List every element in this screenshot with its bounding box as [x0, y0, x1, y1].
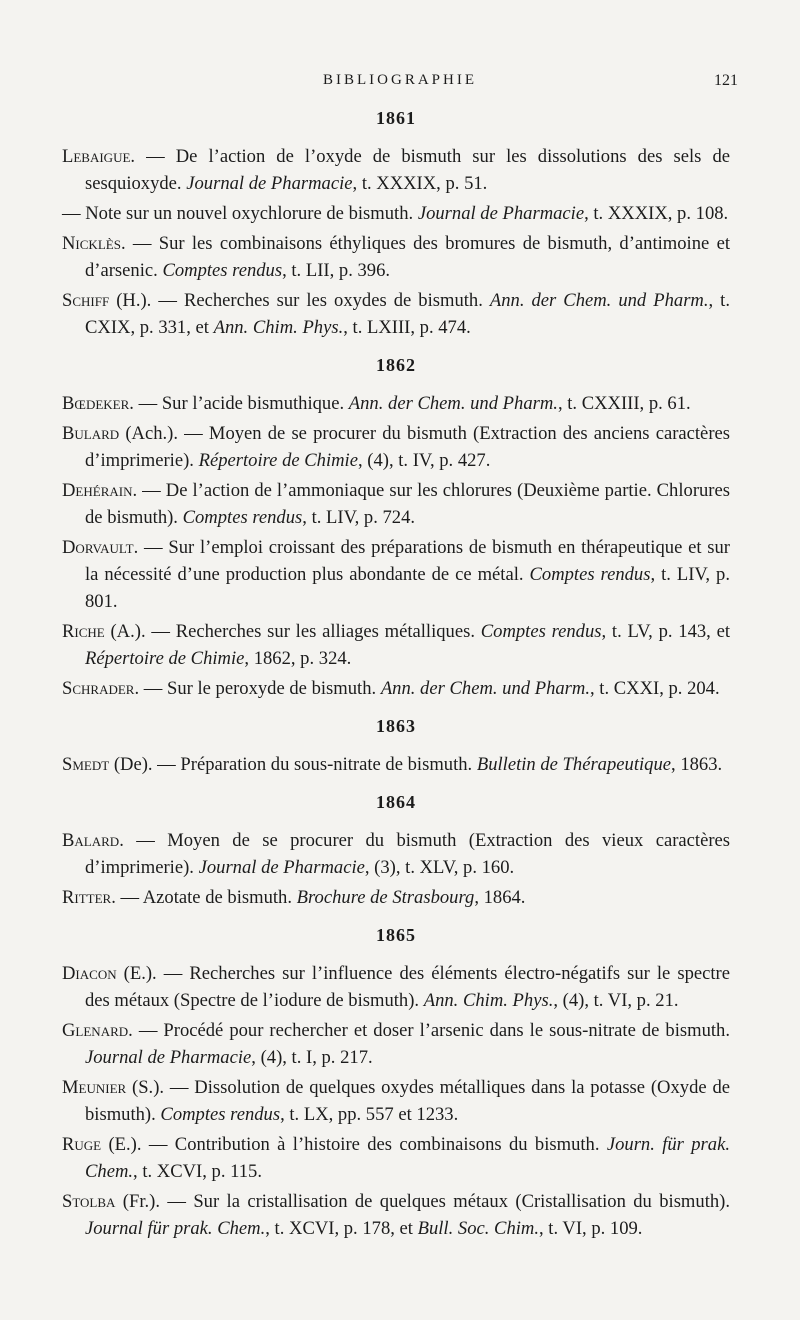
entry-source-title: Ann. der Chem. und Pharm.: [348, 393, 558, 414]
bibliography-entry: [62, 1074, 730, 1128]
entry-text: , (3), t. XLV, p. 160.: [364, 857, 515, 878]
entry-author: Diacon: [62, 963, 117, 984]
year-section: [62, 925, 730, 1242]
entry-source-title: Répertoire de Chimie: [85, 648, 245, 669]
year-heading: 1863: [376, 716, 416, 736]
entry-author: Lebaigue: [62, 146, 131, 167]
bibliography-entry: [62, 230, 730, 284]
bibliography-entry: [62, 827, 730, 881]
entry-source-title: Ann. Chim. Phys.: [423, 990, 554, 1011]
bibliography-entry: [62, 675, 730, 702]
bibliography-entry: [62, 477, 730, 531]
entry-author: Dorvault: [62, 537, 134, 558]
entry-source-title: Ann. der Chem. und Pharm.: [489, 290, 709, 311]
entry-text: , t. VI, p. 109.: [538, 1218, 643, 1239]
entry-source-title: Bulletin de Thérapeutique: [476, 754, 672, 775]
entry-text: , t. XXXIX, p. 108.: [584, 203, 729, 224]
entry-source-title: Comptes rendus: [480, 621, 602, 642]
entry-author: Meunier: [62, 1077, 127, 1098]
entry-text: (A.). — Recherches sur les alliages métalliques.: [104, 621, 481, 642]
entry-text: (E.). — Contribution à l’histoire des combinaisons du bismuth.: [101, 1134, 607, 1155]
entry-text: , t. XCVI, p. 115.: [133, 1161, 262, 1182]
entry-text: , t. XXXIX, p. 51.: [352, 173, 488, 194]
entry-author: Bœdeker: [62, 393, 130, 414]
entry-text: (Fr.). — Sur la cristallisation de quelques métaux (Cristallisation du bismuth).: [115, 1191, 730, 1212]
entry-author: Riche: [62, 621, 105, 642]
entry-text: (De). — Préparation du sous-nitrate de bismuth.: [109, 754, 477, 775]
entry-author: Schiff: [62, 290, 110, 311]
entry-source-title: Brochure de Strasbourg: [296, 887, 475, 908]
entry-author: Dehérain: [62, 480, 133, 501]
entry-text: , t. LV, p. 143, et: [601, 621, 731, 642]
bibliography-entry: [62, 1188, 730, 1242]
entry-text: , t. LX, pp. 557 et 1233.: [280, 1104, 459, 1125]
entry-text: . — Moyen de se procurer du bismuth (Extraction des vieux caractères d’imprimerie).: [85, 830, 730, 878]
entry-text: , (4), t. VI, p. 21.: [553, 990, 679, 1011]
entry-text: (Ach.). — Moyen de se procurer du bismuth (Extraction des anciens caractères d’imprimerie).: [85, 423, 730, 471]
entry-source-title: Comptes rendus: [182, 507, 303, 528]
entry-source-title: Journal de Pharmacie: [198, 857, 365, 878]
entry-text: . — De l’action de l’ammoniaque sur les chlorures (Deuxième partie. Chlorures de bismuth).: [85, 480, 730, 528]
year-section: [62, 355, 730, 702]
entry-text: , 1863.: [671, 754, 723, 775]
entry-text: , t. CXIX, p. 331, et: [85, 290, 730, 338]
year-heading: 1864: [376, 792, 416, 812]
entry-text: , t. LXIII, p. 474.: [343, 317, 471, 338]
entry-source-title: Ann. Chim. Phys.: [213, 317, 344, 338]
entry-source-title: Journal de Pharmacie: [417, 203, 585, 224]
bibliography-entry: [62, 618, 730, 672]
bibliography-body: [62, 108, 730, 1245]
bibliography-entry: [62, 390, 730, 417]
bibliography-entry: [62, 420, 730, 474]
bibliography-entry: [62, 200, 730, 227]
entry-text: . — Sur l’emploi croissant des préparations de bismuth en thérapeutique et sur la nécessité d’une production plus abondante de ce métal.: [85, 537, 730, 585]
entry-author: Stolba: [62, 1191, 116, 1212]
entry-text: , t. CXXI, p. 204.: [589, 678, 720, 699]
entry-text: (H.). — Recherches sur les oxydes de bismuth.: [109, 290, 490, 311]
entry-author: Schrader: [62, 678, 135, 699]
entry-author: Ritter: [62, 887, 112, 908]
entry-text: . — De l’action de l’oxyde de bismuth sur les dissolutions des sels de sesquioxyde.: [85, 146, 730, 194]
entry-text: , t. LIV, p. 724.: [302, 507, 416, 528]
entry-author: Smedt: [62, 754, 110, 775]
entry-text: , t. LIV, p. 801.: [85, 564, 730, 612]
bibliography-entry: [62, 143, 730, 197]
entry-text: , 1862, p. 324.: [244, 648, 352, 669]
entry-text: , (4), t. I, p. 217.: [251, 1047, 373, 1068]
entry-text: , (4), t. IV, p. 427.: [357, 450, 491, 471]
entry-source-title: Journal für prak. Chem.: [85, 1218, 266, 1239]
entry-author: Ruge: [62, 1134, 102, 1155]
entry-author: Glenard: [62, 1020, 129, 1041]
entry-text: . — Sur les combinaisons éthyliques des bromures de bismuth, d’antimoine et d’arsenic.: [85, 233, 730, 281]
entry-text: , t. LII, p. 396.: [282, 260, 391, 281]
entry-text: , t. CXXIII, p. 61.: [557, 393, 691, 414]
entry-source-title: Répertoire de Chimie: [198, 450, 358, 471]
entry-text: , 1864.: [474, 887, 526, 908]
entry-text: — Note sur un nouvel oxychlorure de bismuth.: [62, 203, 418, 224]
entry-source-title: Bull. Soc. Chim.: [417, 1218, 539, 1239]
year-heading: 1865: [376, 925, 416, 945]
bibliography-entry: [62, 1017, 730, 1071]
page-number: 121: [714, 72, 738, 89]
entry-source-title: Comptes rendus: [529, 564, 651, 585]
bibliography-entry: [62, 751, 730, 778]
entry-source-title: Journ. für prak. Chem.: [85, 1134, 730, 1182]
bibliography-entry: [62, 884, 730, 911]
entry-source-title: Journal de Pharmacie: [85, 1047, 252, 1068]
entry-text: . — Azotate de bismuth.: [111, 887, 297, 908]
entry-source-title: Journal de Pharmacie: [186, 173, 353, 194]
bibliography-entry: [62, 960, 730, 1014]
running-title: BIBLIOGRAPHIE: [323, 72, 477, 88]
bibliography-entry: [62, 287, 730, 341]
year-heading: 1861: [376, 108, 416, 128]
entry-source-title: Ann. der Chem. und Pharm.: [380, 678, 590, 699]
year-heading: 1862: [376, 355, 416, 375]
bibliography-entry: [62, 1131, 730, 1185]
entry-author: Balard: [62, 830, 120, 851]
entry-text: . — Sur l’acide bismuthique.: [129, 393, 349, 414]
entry-text: (S.). — Dissolution de quelques oxydes métalliques dans la potasse (Oxyde de bismuth).: [85, 1077, 730, 1125]
entry-text: (E.). — Recherches sur l’influence des éléments électro-négatifs sur le spectre des métaux (Spectre de l’iodure de bismuth).: [85, 963, 730, 1011]
year-section: [62, 108, 730, 341]
bibliography-entry: [62, 534, 730, 615]
running-head: [62, 72, 738, 96]
entry-text: . — Procédé pour rechercher et doser l’arsenic dans le sous-nitrate de bismuth.: [128, 1020, 730, 1041]
year-section: [62, 792, 730, 911]
entry-source-title: Comptes rendus: [160, 1104, 281, 1125]
entry-source-title: Comptes rendus: [162, 260, 283, 281]
year-section: [62, 716, 730, 778]
entry-author: Bulard: [62, 423, 120, 444]
entry-text: , t. XCVI, p. 178, et: [265, 1218, 418, 1239]
entry-author: Nicklès: [62, 233, 121, 254]
entry-text: . — Sur le peroxyde de bismuth.: [134, 678, 381, 699]
